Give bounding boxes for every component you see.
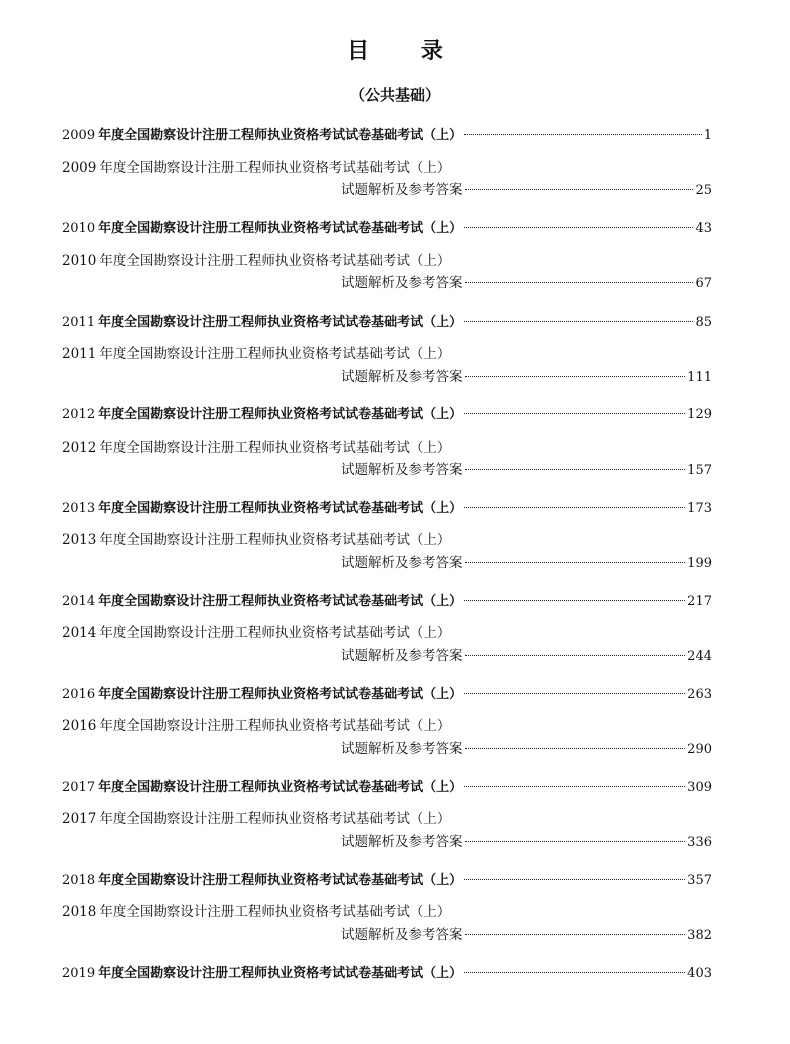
toc-entry-analysis[interactable]	[62, 900, 712, 920]
toc-subtitle: 试题解析及参考答案	[341, 182, 463, 198]
toc-entry-exam[interactable]	[62, 683, 712, 703]
toc-entry-analysis-sub[interactable]	[341, 365, 712, 385]
toc-leader-dots	[464, 134, 702, 135]
toc-leader-dots	[464, 972, 685, 973]
toc-leader-dots	[464, 413, 685, 414]
toc-entry-analysis[interactable]	[62, 621, 712, 641]
toc-entry-analysis-sub[interactable]	[341, 551, 712, 571]
toc-leader-dots	[465, 655, 686, 656]
toc-page-number: 403	[687, 966, 712, 981]
toc-title: 年度全国勘察设计注册工程师执业资格考试基础考试（上）	[99, 532, 451, 548]
toc-entry-exam[interactable]	[62, 311, 712, 331]
toc-leader-dots	[465, 841, 686, 842]
toc-subtitle: 试题解析及参考答案	[341, 741, 463, 757]
toc-year: 2014	[62, 594, 96, 609]
page-title: 目 录	[347, 39, 465, 64]
toc-entry-exam[interactable]	[62, 869, 712, 889]
toc-page-number: 111	[687, 370, 712, 385]
toc-year: 2013	[62, 532, 97, 548]
toc-leader-dots	[465, 934, 686, 935]
toc-year: 2013	[62, 501, 96, 516]
toc-entry-analysis[interactable]	[62, 807, 712, 827]
toc-title: 年度全国勘察设计注册工程师执业资格考试试卷基础考试（上）	[98, 966, 463, 981]
toc-leader-dots	[464, 600, 685, 601]
toc-title: 年度全国勘察设计注册工程师执业资格考试基础考试（上）	[99, 904, 451, 920]
toc-entry-analysis[interactable]	[62, 528, 712, 548]
toc-page-number: 290	[687, 742, 712, 757]
toc-title: 年度全国勘察设计注册工程师执业资格考试基础考试（上）	[99, 160, 451, 176]
toc-entry-exam[interactable]	[62, 962, 712, 982]
toc-entry-exam[interactable]	[62, 497, 712, 517]
toc-subtitle: 试题解析及参考答案	[341, 834, 463, 850]
toc-year: 2014	[62, 625, 97, 641]
toc-leader-dots	[464, 879, 685, 880]
toc-year: 2012	[62, 407, 96, 422]
toc-title: 年度全国勘察设计注册工程师执业资格考试基础考试（上）	[99, 440, 451, 456]
toc-leader-dots	[465, 282, 694, 283]
toc-entry-analysis[interactable]	[62, 436, 712, 456]
toc-page-number: 129	[687, 407, 712, 422]
toc-entry-analysis-sub[interactable]	[341, 737, 712, 757]
toc-entry-analysis-sub[interactable]	[341, 644, 712, 664]
toc-page-number: 357	[687, 873, 712, 888]
toc-leader-dots	[464, 227, 693, 228]
toc-year: 2019	[62, 966, 96, 981]
toc-title: 年度全国勘察设计注册工程师执业资格考试基础考试（上）	[99, 718, 451, 734]
toc-page-number: 173	[687, 501, 712, 516]
toc-subtitle: 试题解析及参考答案	[341, 648, 463, 664]
toc-year: 2018	[62, 873, 96, 888]
toc-title: 年度全国勘察设计注册工程师执业资格考试试卷基础考试（上）	[98, 687, 463, 702]
toc-year: 2016	[62, 687, 96, 702]
toc-page-number: 263	[687, 687, 712, 702]
toc-title: 年度全国勘察设计注册工程师执业资格考试基础考试（上）	[99, 625, 451, 641]
toc-page-number: 1	[703, 128, 712, 143]
toc-page-number: 382	[687, 928, 712, 943]
section-subtitle: （公共基础）	[349, 86, 440, 104]
toc-leader-dots	[465, 748, 686, 749]
toc-page-number: 217	[687, 594, 712, 609]
toc-page-number: 336	[687, 835, 712, 850]
toc-page-number: 157	[687, 463, 712, 478]
toc-title: 年度全国勘察设计注册工程师执业资格考试基础考试（上）	[99, 346, 451, 362]
toc-leader-dots	[464, 786, 685, 787]
toc-year: 2011	[62, 346, 97, 362]
toc-leader-dots	[465, 562, 686, 563]
toc-entry-exam[interactable]	[62, 590, 712, 610]
toc-entry-analysis-sub[interactable]	[341, 830, 712, 850]
toc-entry-analysis-sub[interactable]	[341, 458, 712, 478]
toc-year: 2012	[62, 440, 97, 456]
toc-entry-analysis-sub[interactable]	[341, 923, 712, 943]
toc-leader-dots	[465, 376, 686, 377]
toc-title: 年度全国勘察设计注册工程师执业资格考试基础考试（上）	[99, 811, 451, 827]
toc-year: 2010	[62, 253, 97, 269]
toc-year: 2016	[62, 718, 97, 734]
toc-entry-exam[interactable]	[62, 124, 712, 144]
toc-page-number: 67	[695, 276, 712, 291]
toc-title: 年度全国勘察设计注册工程师执业资格考试试卷基础考试（上）	[98, 594, 463, 609]
toc-leader-dots	[465, 469, 686, 470]
toc-page-number: 199	[687, 556, 712, 571]
toc-title: 年度全国勘察设计注册工程师执业资格考试试卷基础考试（上）	[98, 780, 463, 795]
toc-year: 2009	[62, 160, 97, 176]
toc-entry-analysis[interactable]	[62, 249, 712, 269]
toc-page-number: 244	[687, 649, 712, 664]
toc-title: 年度全国勘察设计注册工程师执业资格考试试卷基础考试（上）	[98, 315, 463, 330]
toc-title: 年度全国勘察设计注册工程师执业资格考试基础考试（上）	[99, 253, 451, 269]
toc-subtitle: 试题解析及参考答案	[341, 275, 463, 291]
toc-entry-exam[interactable]	[62, 217, 712, 237]
toc-title: 年度全国勘察设计注册工程师执业资格考试试卷基础考试（上）	[98, 501, 463, 516]
toc-page-number: 43	[695, 221, 712, 236]
toc-entry-analysis-sub[interactable]	[341, 178, 712, 198]
toc-entry-analysis[interactable]	[62, 714, 712, 734]
toc-leader-dots	[464, 693, 685, 694]
toc-leader-dots	[464, 321, 693, 322]
toc-title: 年度全国勘察设计注册工程师执业资格考试试卷基础考试（上）	[98, 128, 463, 143]
toc-year: 2017	[62, 811, 97, 827]
toc-title: 年度全国勘察设计注册工程师执业资格考试试卷基础考试（上）	[98, 873, 463, 888]
toc-year: 2017	[62, 780, 96, 795]
toc-entry-exam[interactable]	[62, 776, 712, 796]
toc-year: 2011	[62, 315, 96, 330]
toc-page-number: 85	[695, 315, 712, 330]
toc-subtitle: 试题解析及参考答案	[341, 462, 463, 478]
toc-subtitle: 试题解析及参考答案	[341, 369, 463, 385]
toc-year: 2010	[62, 221, 96, 236]
toc-entry-analysis[interactable]	[62, 156, 712, 176]
toc-subtitle: 试题解析及参考答案	[341, 927, 463, 943]
toc-entry-exam[interactable]	[62, 403, 712, 423]
toc-year: 2009	[62, 128, 96, 143]
toc-entry-analysis[interactable]	[62, 342, 712, 362]
toc-title: 年度全国勘察设计注册工程师执业资格考试试卷基础考试（上）	[98, 407, 463, 422]
toc-title: 年度全国勘察设计注册工程师执业资格考试试卷基础考试（上）	[98, 221, 463, 236]
toc-page-number: 25	[695, 183, 712, 198]
toc-page-number: 309	[687, 780, 712, 795]
toc-year: 2018	[62, 904, 97, 920]
toc-subtitle: 试题解析及参考答案	[341, 555, 463, 571]
toc-entry-analysis-sub[interactable]	[341, 271, 712, 291]
toc-leader-dots	[465, 189, 694, 190]
toc-leader-dots	[464, 507, 685, 508]
